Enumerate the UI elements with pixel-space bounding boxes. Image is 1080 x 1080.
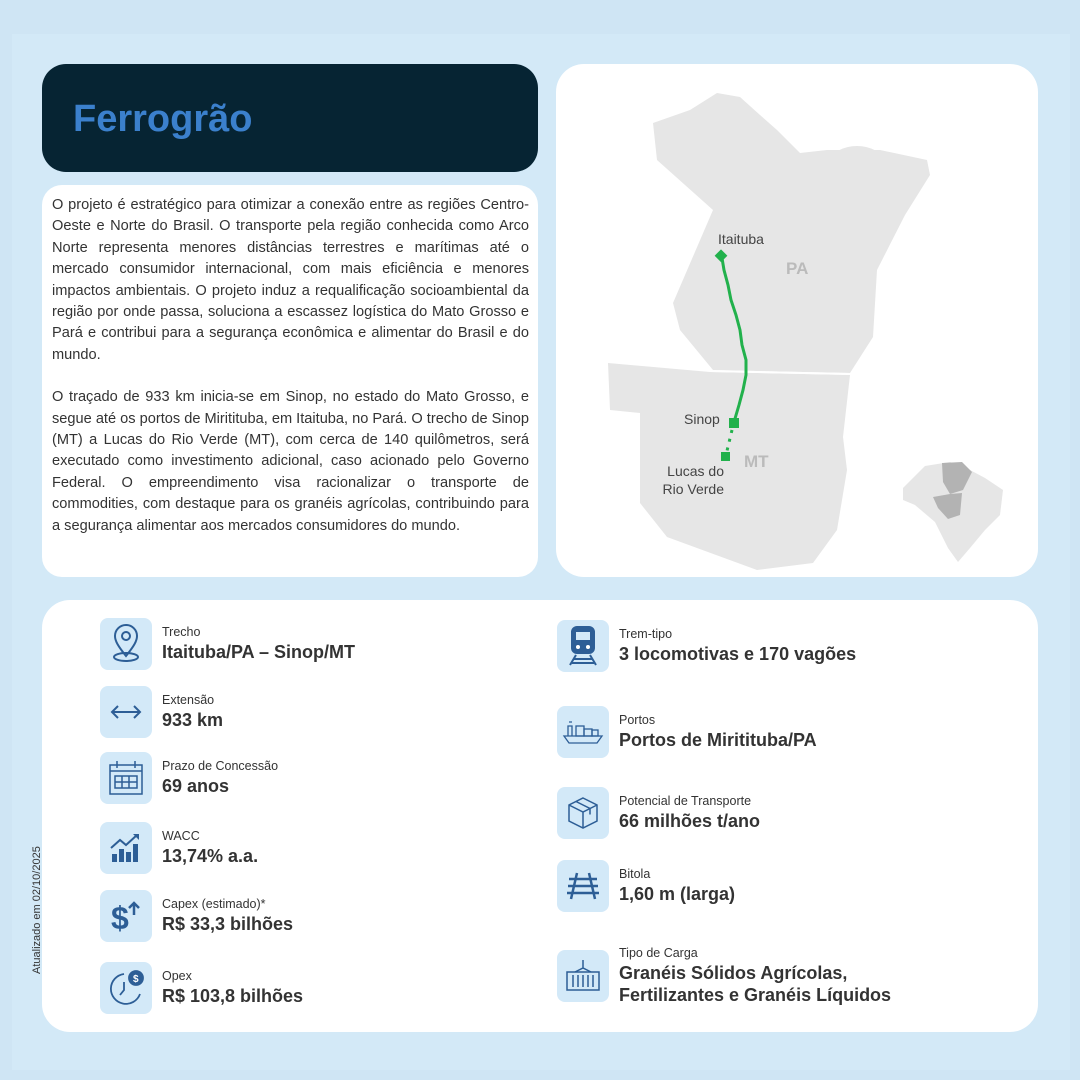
fact-label: WACC	[162, 829, 200, 843]
description-card	[42, 185, 538, 577]
updated-date: Atualizado em 02/10/2025	[31, 846, 43, 974]
fact-item-6	[557, 620, 856, 672]
fact-label: Capex (estimado)*	[162, 897, 266, 911]
fact-label: Opex	[162, 969, 192, 983]
description-paragraph: O projeto é estratégico para otimizar a conexão entre as regiões Centro-Oeste e Norte do Brasil. O transporte pela região conhecida como Arco Norte representa menores distâncias terrestres e marítimas até o mercado consumidor internacional, com mais eficiência e menores impactos ambientais. O projeto induz a requalificação socioambiental da região por onde passa, soluciona a escassez logística do Mato Grosso e Pará e contribui para a segurança econômica e alimentar do Brasil e do mundo.	[52, 197, 529, 363]
state-pa	[653, 93, 930, 373]
ship-icon	[557, 706, 609, 758]
route-map	[556, 64, 1038, 577]
dollar-up-icon	[100, 890, 152, 942]
fact-item-8	[557, 787, 760, 839]
map-pin-icon	[100, 618, 152, 670]
fact-value: R$ 33,3 bilhões	[162, 914, 294, 934]
fact-value: 13,74% a.a.	[162, 846, 259, 866]
fact-item-7	[557, 706, 817, 758]
fact-item-3	[100, 822, 258, 874]
fact-label: Bitola	[619, 867, 651, 881]
fact-item-4	[100, 890, 293, 942]
marker-lucas	[721, 452, 730, 461]
fact-label: Tipo de Carga	[619, 946, 698, 960]
container-icon	[557, 950, 609, 1002]
fact-value: 1,60 m (larga)	[619, 884, 736, 904]
arrows-horizontal-icon	[100, 686, 152, 738]
fact-value: 3 locomotivas e 170 vagões	[619, 644, 857, 664]
marker-sinop	[729, 418, 739, 428]
fact-label: Prazo de Concessão	[162, 759, 279, 773]
box-icon	[557, 787, 609, 839]
clock-dollar-icon	[100, 962, 152, 1014]
marajo-island	[832, 146, 882, 174]
fact-label: Portos	[619, 713, 656, 727]
svg-text:$: $	[111, 900, 129, 933]
description-paragraph: O traçado de 933 km inicia-se em Sinop, no estado do Mato Grosso, e segue até os portos de Miritituba, em Itaituba, no Pará. O trecho de Sinop (MT) a Lucas do Rio Verde (MT), com cerca de 140 quilômetros, será executado como investimento adicional, caso acionado pelo Governo Federal. O empreendimento visa racionalizar o transporte de commodities, com destaque para os granéis agrícolas, contribuindo para a segurança alimentar aos mercados consumidores do mundo.	[52, 389, 530, 534]
fact-label: Trecho	[162, 625, 201, 639]
fact-value: Itaituba/PA – Sinop/MT	[162, 642, 355, 662]
fact-label: Trem-tipo	[619, 627, 673, 641]
fact-item-2	[100, 752, 278, 804]
fact-value: 69 anos	[162, 776, 230, 796]
fact-value-2: Fertilizantes e Granéis Líquidos	[619, 985, 892, 1005]
svg-text:$: $	[133, 974, 139, 985]
fact-label: Extensão	[162, 693, 215, 707]
city-label-sinop: Sinop	[684, 411, 720, 427]
fact-item-10	[557, 946, 891, 1006]
city-label-itaituba: Itaituba	[718, 231, 764, 247]
fact-value: Portos de Miritituba/PA	[619, 730, 817, 750]
fact-item-0	[100, 618, 355, 670]
fact-item-5	[100, 962, 303, 1014]
train-icon	[557, 620, 609, 672]
page-title: Ferrogrão	[73, 98, 253, 140]
fact-item-9	[557, 860, 735, 912]
fact-value: R$ 103,8 bilhões	[162, 986, 304, 1006]
map-card	[556, 64, 1038, 577]
fact-item-1	[100, 686, 223, 738]
brazil-minimap	[903, 462, 1003, 562]
calendar-icon	[100, 752, 152, 804]
growth-chart-icon	[100, 822, 152, 874]
state-mt	[608, 363, 850, 570]
fact-label: Potencial de Transporte	[619, 794, 752, 808]
rail-track-icon	[557, 860, 609, 912]
state-label-mt: MT	[744, 452, 769, 471]
fact-value: 933 km	[162, 710, 224, 730]
fact-value: 66 milhões t/ano	[619, 811, 761, 831]
city-label-lucas: Lucas do Rio Verde	[662, 463, 724, 497]
title-banner	[42, 64, 538, 172]
fact-value: Granéis Sólidos Agrícolas,	[619, 963, 848, 983]
state-label-pa: PA	[786, 259, 809, 278]
